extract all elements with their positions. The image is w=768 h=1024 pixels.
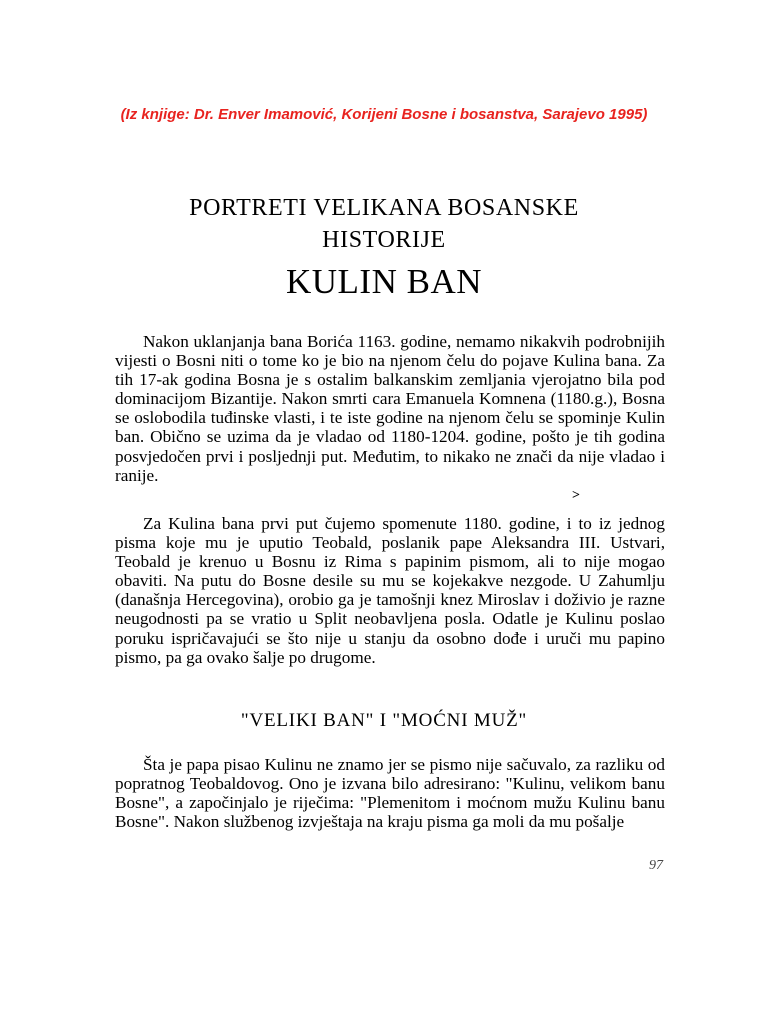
title-line-2: HISTORIJE xyxy=(322,227,446,253)
title-block xyxy=(0,192,768,302)
paragraph-1: Nakon uklanjanja bana Borića 1163. godine, nemamo nikakvih podrobnijih vijesti o Bosni niti o tome ko je bio na njenom čelu do pojave Kulina bana. Za tih 17-ak godina Bosna je s ostalim balkanskim zemljania vjerojatno bila pod dominacijom Bizantije. Nakon smrti cara Emanuela Komnena (1180.g.), Bosna se oslobodila tuđinske vlasti, i te iste godine na njenom čelu se spominje Kulin ban. Obično se uzima da je vladao od 1180-1204. godine, pošto je tih godina posvjedočen prvi i posljednji put. Međutim, to nikako ne znači da nije vladao i ranije. xyxy=(115,332,665,485)
book-citation: (Iz knjige: Dr. Enver Imamović, Korijeni Bosne i bosanstva, Sarajevo 1995) xyxy=(120,106,648,123)
title-line-1: PORTRETI VELIKANA BOSANSKE xyxy=(189,195,579,221)
paragraph-2: Za Kulina bana prvi put čujemo spomenute 1180. godine, i to iz jednog pisma koje mu je uputio Teobald, poslanik pape Aleksandra III. Ustvari, Teobald je krenuo u Bosnu iz Rima s papinim pismom, ali to nije mogao obaviti. Na putu do Bosne desile su mu se kojekakve nezgode. U Zahumlju (današnja Hercegovina), orobio ga je tamošnji knez Miroslav i doživio je razne neugodnosti pa se vratio u Split neobavljena posla. Odatle je Kulinu poslao poruku ispričavajući se što nije u stanju da osobno dođe i uruči mu papino pismo, pa ga ovako šalje po drugome. xyxy=(115,514,665,667)
page-number: 97 xyxy=(649,858,663,873)
main-title: KULIN BAN xyxy=(285,262,482,301)
section-heading: "VELIKI BAN" I "MOĆNI MUŽ" xyxy=(240,710,528,731)
margin-mark: ˃ xyxy=(572,488,580,503)
paragraph-3: Šta je papa pisao Kulinu ne znamo jer se pismo nije sačuvalo, za razliku od popratnog Teobaldovog. Ono je izvana bilo adresirano: "Kulinu, velikom banu Bosne", a započinjalo je riječima: "Plemenitom i moćnom mužu Kulinu banu Bosne". Nakon službenog izvještaja na kraju pisma ga moli da mu pošalje xyxy=(115,755,665,832)
